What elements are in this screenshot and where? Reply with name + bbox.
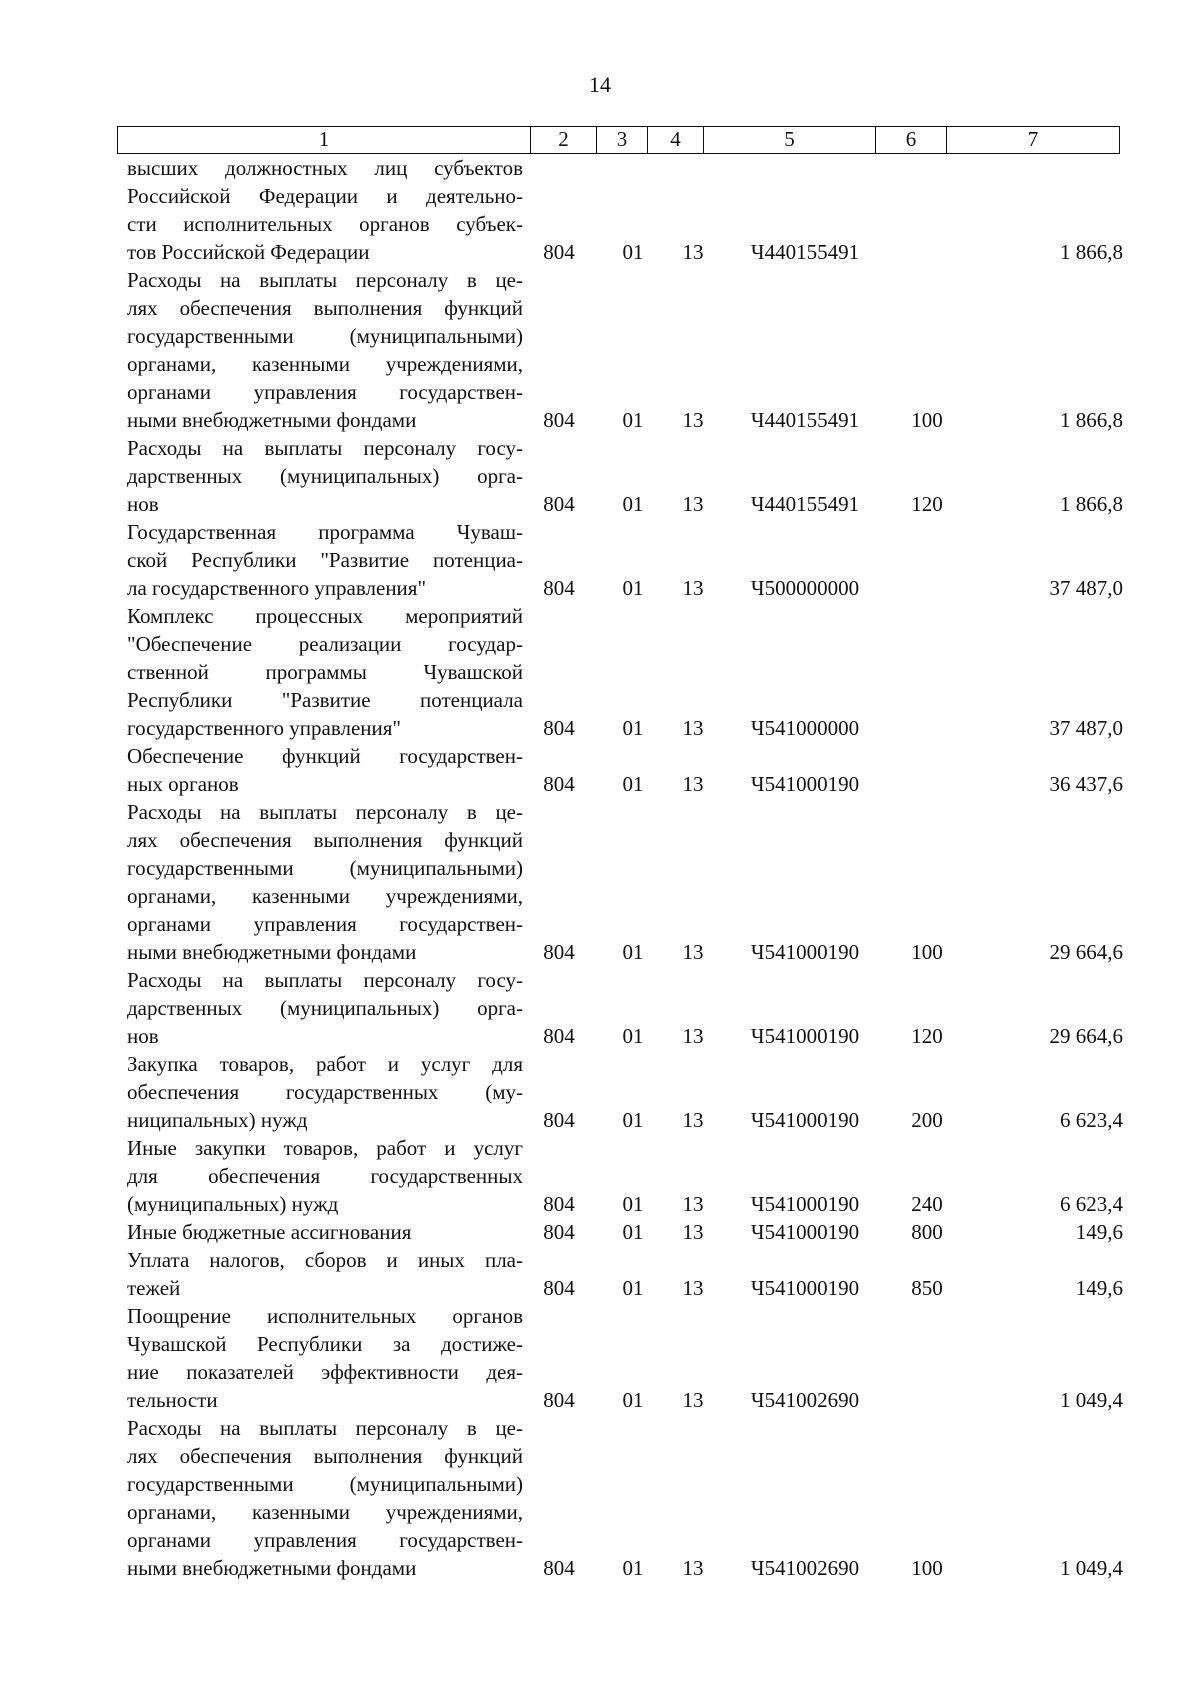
cell-col-4: 13 xyxy=(682,940,704,964)
description-line: ла государственного управления" xyxy=(127,576,427,600)
cell-col-4: 13 xyxy=(682,1220,704,1244)
description-line: Комплекс процессных мероприятий xyxy=(127,604,523,628)
row-description xyxy=(127,742,523,798)
cell-col-7: 6 623,4 xyxy=(1060,1108,1123,1132)
cell-col-2: 804 xyxy=(543,1388,575,1412)
header-col-3: 3 xyxy=(597,127,648,153)
cell-col-3: 01 xyxy=(622,576,644,600)
table-row xyxy=(0,602,1200,742)
table-row xyxy=(0,1246,1200,1302)
description-line: дарственных (муниципальных) орга- xyxy=(127,996,523,1020)
cell-col-4: 13 xyxy=(682,1024,704,1048)
cell-col-4: 13 xyxy=(682,1388,704,1412)
cell-col-2: 804 xyxy=(543,1024,575,1048)
header-col-1: 1 xyxy=(118,127,531,153)
cell-col-6: 120 xyxy=(911,1024,943,1048)
table-row xyxy=(0,798,1200,966)
cell-col-4: 13 xyxy=(682,716,704,740)
cell-col-2: 804 xyxy=(543,1108,575,1132)
table-row xyxy=(0,266,1200,434)
description-line: ской Республики "Развитие потенциа- xyxy=(127,548,523,572)
row-description xyxy=(127,602,523,742)
description-line: государственными (муниципальными) xyxy=(127,324,523,348)
cell-col-2: 804 xyxy=(543,1276,575,1300)
header-col-6: 6 xyxy=(876,127,947,153)
row-description xyxy=(127,966,523,1050)
description-line: обеспечения государственных (му- xyxy=(127,1080,523,1104)
description-line: ными внебюджетными фондами xyxy=(127,940,417,964)
cell-col-7: 29 664,6 xyxy=(1049,940,1123,964)
row-description xyxy=(127,1414,523,1582)
cell-col-6: 100 xyxy=(911,1556,943,1580)
row-description xyxy=(127,1050,523,1134)
cell-col-2: 804 xyxy=(543,772,575,796)
description-line: для обеспечения государственных xyxy=(127,1164,523,1188)
description-line: ственной программы Чувашской xyxy=(127,660,523,684)
cell-col-5: Ч541000190 xyxy=(750,940,860,964)
description-line: Иные бюджетные ассигнования xyxy=(127,1220,412,1244)
table-header-row xyxy=(117,126,1120,154)
table-body xyxy=(0,154,1200,1582)
description-line: Чувашской Республики за достиже- xyxy=(127,1332,523,1356)
cell-col-5: Ч541000190 xyxy=(750,772,860,796)
header-col-2: 2 xyxy=(531,127,597,153)
description-line: лях обеспечения выполнения функций xyxy=(127,296,523,320)
description-line: Расходы на выплаты персоналу госу- xyxy=(127,968,523,992)
description-line: государственными (муниципальными) xyxy=(127,856,523,880)
description-line: лях обеспечения выполнения функций xyxy=(127,1444,523,1468)
cell-col-7: 6 623,4 xyxy=(1060,1192,1123,1216)
cell-col-7: 149,6 xyxy=(1075,1276,1123,1300)
cell-col-4: 13 xyxy=(682,1108,704,1132)
header-col-7: 7 xyxy=(1027,127,1039,151)
description-line: ние показателей эффективности дея- xyxy=(127,1360,523,1384)
cell-col-7: 149,6 xyxy=(1075,1220,1123,1244)
row-description xyxy=(127,266,523,434)
description-line: ниципальных) нужд xyxy=(127,1108,308,1132)
cell-col-2: 804 xyxy=(543,408,575,432)
cell-col-4: 13 xyxy=(682,240,704,264)
cell-col-5: Ч541000190 xyxy=(750,1024,860,1048)
row-description xyxy=(127,1302,523,1414)
cell-col-5: Ч440155491 xyxy=(750,240,860,264)
header-col-4: 4 xyxy=(648,127,704,153)
row-description xyxy=(127,518,523,602)
page-number: 14 xyxy=(589,72,611,97)
description-line: Расходы на выплаты персоналу в це- xyxy=(127,800,523,824)
cell-col-3: 01 xyxy=(622,1276,644,1300)
description-line: дарственных (муниципальных) орга- xyxy=(127,464,523,488)
description-line: Закупка товаров, работ и услуг для xyxy=(127,1052,523,1076)
cell-col-2: 804 xyxy=(543,1556,575,1580)
description-line: государственного управления" xyxy=(127,716,401,740)
cell-col-3: 01 xyxy=(622,1220,644,1244)
cell-col-6: 120 xyxy=(911,492,943,516)
cell-col-2: 804 xyxy=(543,1192,575,1216)
table-row xyxy=(0,1134,1200,1218)
description-line: ных органов xyxy=(127,772,239,796)
description-line: государственными (муниципальными) xyxy=(127,1472,523,1496)
cell-col-2: 804 xyxy=(543,492,575,516)
cell-col-2: 804 xyxy=(543,576,575,600)
cell-col-2: 804 xyxy=(543,716,575,740)
cell-col-3: 01 xyxy=(622,716,644,740)
cell-col-5: Ч541000190 xyxy=(750,1220,860,1244)
cell-col-7: 1 866,8 xyxy=(1060,240,1123,264)
cell-col-5: Ч440155491 xyxy=(750,492,860,516)
cell-col-2: 804 xyxy=(543,940,575,964)
table-row xyxy=(0,518,1200,602)
cell-col-3: 01 xyxy=(622,1388,644,1412)
row-description xyxy=(127,1134,523,1218)
cell-col-6: 200 xyxy=(911,1108,943,1132)
description-line: нов xyxy=(127,492,159,516)
description-line: тов Российской Федерации xyxy=(127,240,370,264)
cell-col-3: 01 xyxy=(622,408,644,432)
description-line: Поощрение исполнительных органов xyxy=(127,1304,523,1328)
cell-col-5: Ч541000190 xyxy=(750,1192,860,1216)
row-description xyxy=(127,1246,523,1302)
cell-col-4: 13 xyxy=(682,1192,704,1216)
description-line: тельности xyxy=(127,1388,218,1412)
cell-col-7: 1 049,4 xyxy=(1060,1556,1123,1580)
description-line: Российской Федерации и деятельно- xyxy=(127,184,523,208)
cell-col-3: 01 xyxy=(622,492,644,516)
description-line: Расходы на выплаты персоналу в це- xyxy=(127,1416,523,1440)
description-line: Обеспечение функций государствен- xyxy=(127,744,523,768)
description-line: органами, казенными учреждениями, xyxy=(127,1500,523,1524)
description-line: Государственная программа Чуваш- xyxy=(127,520,523,544)
description-line: ными внебюджетными фондами xyxy=(127,1556,417,1580)
description-line: органами управления государствен- xyxy=(127,1528,523,1552)
cell-col-5: Ч541002690 xyxy=(750,1388,860,1412)
cell-col-5: Ч541002690 xyxy=(750,1556,860,1580)
table-row xyxy=(0,1050,1200,1134)
description-line: ными внебюджетными фондами xyxy=(127,408,417,432)
description-line: органами управления государствен- xyxy=(127,380,523,404)
description-line: нов xyxy=(127,1024,159,1048)
cell-col-6: 850 xyxy=(911,1276,943,1300)
description-line: высших должностных лиц субъектов xyxy=(127,156,523,180)
cell-col-6: 100 xyxy=(911,408,943,432)
row-description xyxy=(127,1218,523,1246)
cell-col-5: Ч541000000 xyxy=(750,716,860,740)
description-line: Республики "Развитие потенциала xyxy=(127,688,523,712)
cell-col-4: 13 xyxy=(682,1556,704,1580)
description-line: органами управления государствен- xyxy=(127,912,523,936)
cell-col-7: 29 664,6 xyxy=(1049,1024,1123,1048)
cell-col-7: 1 866,8 xyxy=(1060,492,1123,516)
row-description xyxy=(127,798,523,966)
cell-col-3: 01 xyxy=(622,772,644,796)
cell-col-7: 36 437,6 xyxy=(1049,772,1123,796)
row-description xyxy=(127,154,523,266)
description-line: "Обеспечение реализации государ- xyxy=(127,632,523,656)
description-line: органами, казенными учреждениями, xyxy=(127,884,523,908)
cell-col-4: 13 xyxy=(682,492,704,516)
cell-col-6: 800 xyxy=(911,1220,943,1244)
cell-col-7: 37 487,0 xyxy=(1049,576,1123,600)
description-line: органами, казенными учреждениями, xyxy=(127,352,523,376)
cell-col-3: 01 xyxy=(622,1192,644,1216)
cell-col-5: Ч541000190 xyxy=(750,1108,860,1132)
table-row xyxy=(0,742,1200,798)
cell-col-6: 240 xyxy=(911,1192,943,1216)
table-row xyxy=(0,1302,1200,1414)
table-row xyxy=(0,154,1200,266)
cell-col-2: 804 xyxy=(543,1220,575,1244)
cell-col-5: Ч500000000 xyxy=(750,576,860,600)
row-description xyxy=(127,434,523,518)
table-row xyxy=(0,434,1200,518)
header-col-5: 5 xyxy=(704,127,876,153)
description-line: Расходы на выплаты персоналу в це- xyxy=(127,268,523,292)
table-row xyxy=(0,1218,1200,1246)
cell-col-4: 13 xyxy=(682,772,704,796)
description-line: тежей xyxy=(127,1276,181,1300)
cell-col-3: 01 xyxy=(622,1556,644,1580)
table-row xyxy=(0,966,1200,1050)
description-line: лях обеспечения выполнения функций xyxy=(127,828,523,852)
description-line: Иные закупки товаров, работ и услуг xyxy=(127,1136,523,1160)
cell-col-4: 13 xyxy=(682,576,704,600)
cell-col-4: 13 xyxy=(682,1276,704,1300)
cell-col-3: 01 xyxy=(622,1024,644,1048)
cell-col-6: 100 xyxy=(911,940,943,964)
cell-col-3: 01 xyxy=(622,240,644,264)
table-row xyxy=(0,1414,1200,1582)
cell-col-4: 13 xyxy=(682,408,704,432)
cell-col-3: 01 xyxy=(622,1108,644,1132)
cell-col-5: Ч440155491 xyxy=(750,408,860,432)
description-line: (муниципальных) нужд xyxy=(127,1192,339,1216)
description-line: Уплата налогов, сборов и иных пла- xyxy=(127,1248,523,1272)
cell-col-7: 1 866,8 xyxy=(1060,408,1123,432)
cell-col-7: 37 487,0 xyxy=(1049,716,1123,740)
description-line: Расходы на выплаты персоналу госу- xyxy=(127,436,523,460)
cell-col-7: 1 049,4 xyxy=(1060,1388,1123,1412)
cell-col-5: Ч541000190 xyxy=(750,1276,860,1300)
cell-col-3: 01 xyxy=(622,940,644,964)
description-line: сти исполнительных органов субъек- xyxy=(127,212,523,236)
cell-col-2: 804 xyxy=(543,240,575,264)
